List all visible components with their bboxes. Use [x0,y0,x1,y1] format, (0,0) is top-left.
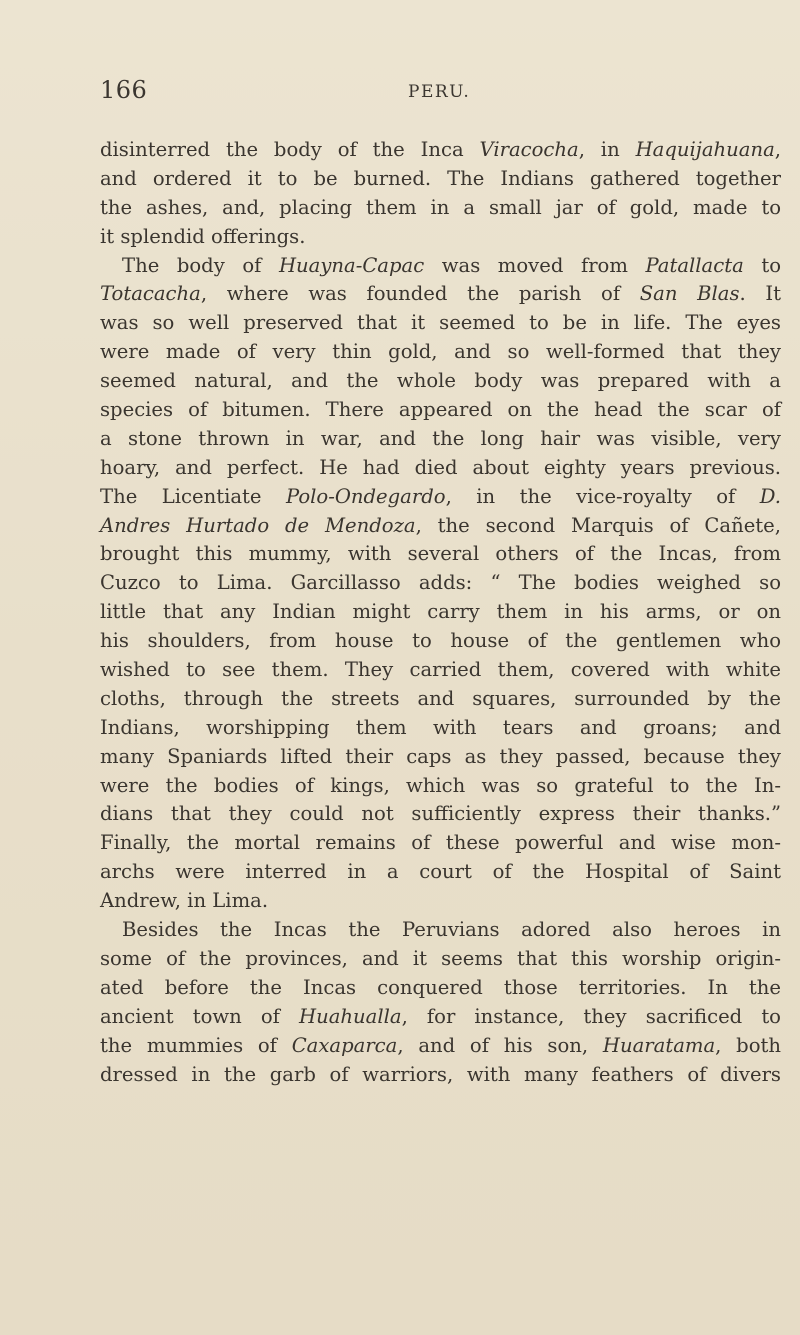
text-segment: wished to see them. They carried them, covered with white [100,658,781,682]
body-text [100,136,781,1089]
text-segment: to [743,253,782,277]
text-line [100,1032,781,1061]
italic-text: Huaratama [602,1033,716,1057]
text-line [100,656,781,685]
text-line [100,598,781,627]
text-line [100,800,781,829]
text-segment: some of the provinces, and it seems that this worship origin- [100,946,781,970]
text-segment: , the second Marquis of Cañete, [415,513,781,537]
text-line [100,136,781,165]
text-line [100,194,781,223]
text-line [100,858,781,887]
text-line [100,540,781,569]
text-segment: many Spaniards lifted their caps as they passed, because they [100,744,781,768]
text-segment: The body of [122,253,279,277]
running-head: PERU. [408,82,471,102]
italic-text: Haquijahuana [635,138,775,161]
text-segment: cloths, through the streets and squares, surrounded by the [100,686,781,710]
text-line [100,1003,781,1032]
text-segment: , for instance, they sacrificed to [401,1004,781,1028]
text-segment: , in the vice-royalty of [445,484,760,508]
text-line [100,454,781,483]
text-segment: Besides the Incas the Peruvians adored also heroes in [122,918,781,942]
text-segment: , and of his son, [397,1033,603,1057]
text-line [100,165,781,194]
italic-text: Viracocha [479,138,579,161]
text-segment: species of bitumen. There appeared on the head the scar of [100,398,781,422]
text-line [100,829,781,858]
text-line [100,280,781,309]
italic-text: San Blas [639,282,740,306]
text-line [100,1061,781,1090]
text-line [100,887,781,916]
text-segment: Cuzco to Lima. Garcillasso adds: “ The bodies weighed so [100,571,781,595]
italic-text: Caxaparca [291,1033,398,1057]
text-line [100,309,781,338]
italic-text: Huahualla [299,1004,402,1028]
text-segment: was so well preserved that it seemed to be in life. The eyes [100,311,781,335]
text-line [100,714,781,743]
text-segment: , where was founded the parish of [200,282,640,306]
text-segment: ated before the Incas conquered those territories. In the [100,975,781,999]
italic-text: Huayna-Capac [278,253,425,277]
page-number: 166 [100,76,148,104]
text-segment: the ashes, and, placing them in a small jar of gold, made to [100,195,781,219]
text-line [100,772,781,801]
text-segment: , both [715,1033,781,1057]
text-segment: ancient town of [100,1004,300,1028]
text-segment: hoary, and perfect. He had died about eighty years previous. [100,455,781,479]
text-segment: brought this mummy, with several others of the Incas, from [100,542,781,566]
text-line [100,627,781,656]
italic-text: Andres Hurtado de Mendoza [100,513,416,537]
text-line [100,252,781,281]
text-segment: . It [739,282,781,306]
text-segment: , in [578,138,636,161]
text-segment: archs were interred in a court of the Hospital of Saint [100,860,781,884]
text-segment: Indians, worshipping them with tears and groans; and [100,715,781,739]
text-segment: his shoulders, from house to house of the gentlemen who [100,629,781,653]
text-segment: The Licentiate [100,484,286,508]
text-segment: the mummies of [100,1033,292,1057]
text-line [100,396,781,425]
italic-text: Polo-Ondegardo [285,484,446,508]
text-line [100,512,781,541]
italic-text: Patallacta [645,253,744,277]
text-segment: a stone thrown in war, and the long hair was visible, very [100,426,781,450]
italic-text: D. [759,484,781,508]
text-segment: Andrew, in Lima. [100,889,269,913]
text-segment: disinterred the body of the Inca [100,138,480,161]
text-line [100,338,781,367]
text-segment: were made of very thin gold, and so well-formed that they [100,340,781,364]
text-segment: were the bodies of kings, which was so grateful to the In- [100,773,781,797]
text-line [100,945,781,974]
text-segment: and ordered it to be burned. The Indians gathered together [100,166,781,190]
text-segment: , [774,138,781,161]
italic-text: Totacacha [100,282,201,306]
text-segment: dressed in the garb of warriors, with many feathers of divers [100,1062,781,1086]
text-line [100,483,781,512]
text-segment: Finally, the mortal remains of these powerful and wise mon- [100,831,781,855]
text-line [100,743,781,772]
text-segment: little that any Indian might carry them in his arms, or on [100,600,781,624]
page-header [100,76,780,116]
text-line [100,569,781,598]
text-segment: it splendid offerings. [100,224,306,248]
text-line [100,916,781,945]
text-segment: was moved from [424,253,646,277]
text-line [100,367,781,396]
text-line [100,685,781,714]
text-line [100,974,781,1003]
text-line [100,223,781,252]
text-segment: dians that they could not sufficiently express their thanks.” [100,802,781,826]
text-line [100,425,781,454]
text-segment: seemed natural, and the whole body was prepared with a [100,369,781,393]
